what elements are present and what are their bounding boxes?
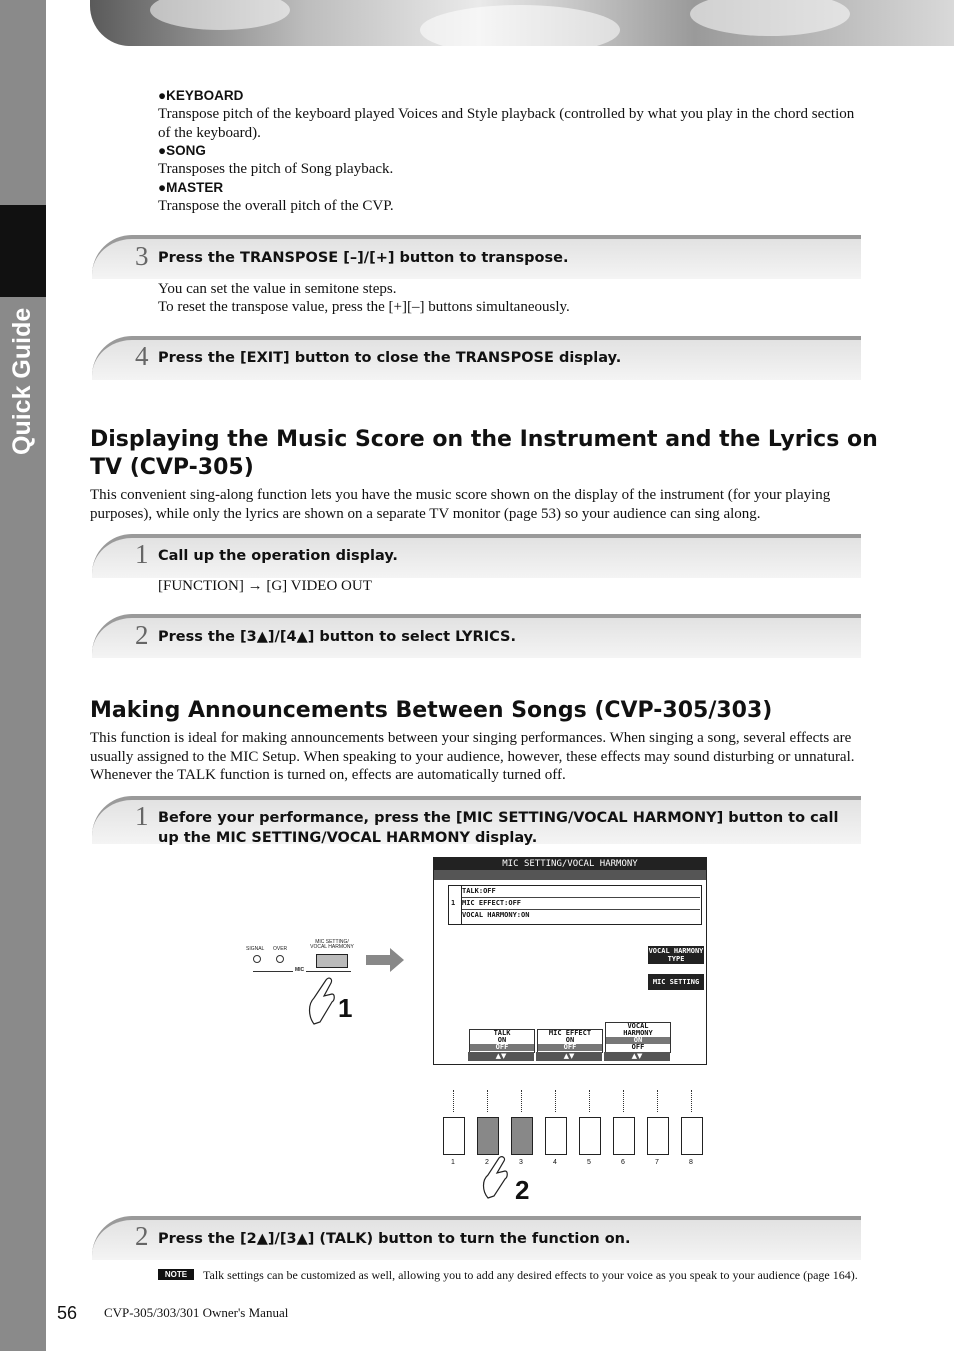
- panel-button-1[interactable]: [443, 1117, 465, 1155]
- section-body: This function is ideal for making announcements between your singing performances. When singing a song, several effects are usually assigned to the MIC Setup. When speaking to your audience, however, these effects may sound disturbing or unnatural. Whenever the TALK function is turned on, effects are automatically turned off.: [90, 730, 855, 783]
- bullet-head-keyboard: ●KEYBOARD: [158, 88, 244, 103]
- lcd-cell-arrows: ▲▼: [536, 1052, 602, 1061]
- leader-dots: [657, 1090, 659, 1112]
- bullet-text-master: Transpose the overall pitch of the CVP.: [158, 198, 394, 214]
- panel-button-5[interactable]: [579, 1117, 601, 1155]
- button-number: 4: [553, 1159, 557, 1166]
- bullet-text-song: Transposes the pitch of Song playback.: [158, 161, 394, 177]
- lcd-cell-label: VOCAL HARMONY: [623, 1022, 653, 1037]
- lcd-subbar: [434, 870, 706, 880]
- lcd-cell-mic-effect[interactable]: [537, 1029, 603, 1053]
- leader-dots: [623, 1090, 625, 1112]
- arrow-right-icon: [366, 948, 406, 972]
- callout-number: 1: [338, 993, 353, 1023]
- lcd-cell-arrows: ▲▼: [468, 1052, 534, 1061]
- lcd-cell-off: OFF: [538, 1044, 602, 1051]
- lcd-mic-setting-button[interactable]: MIC SETTING: [648, 974, 704, 990]
- menu-path: [FUNCTION] → [G] VIDEO OUT: [158, 578, 372, 594]
- header-banner: [90, 0, 954, 46]
- mic-setting-button[interactable]: [316, 954, 348, 968]
- button-number: 5: [587, 1159, 591, 1166]
- pointing-hand-icon: [480, 1155, 510, 1200]
- panel-button-8[interactable]: [681, 1117, 703, 1155]
- panel-button-7[interactable]: [647, 1117, 669, 1155]
- page-number: 56: [57, 1303, 78, 1323]
- lcd-cell-on: ON: [497, 1036, 507, 1044]
- step-number: 1: [135, 801, 149, 831]
- button-number: 2: [485, 1159, 489, 1166]
- over-label: OVER: [273, 946, 288, 952]
- signal-label: SIGNAL: [246, 946, 265, 952]
- panel-button-6[interactable]: [613, 1117, 635, 1155]
- sidebar: [0, 0, 46, 1351]
- over-lamp: [276, 955, 284, 963]
- lcd-title: MIC SETTING/VOCAL HARMONY: [434, 858, 706, 870]
- lcd-display: [433, 857, 707, 1065]
- lcd-cell-arrows: ▲▼: [604, 1052, 670, 1061]
- lcd-cell-talk[interactable]: [469, 1029, 535, 1053]
- leader-dots: [691, 1090, 693, 1112]
- lcd-cell-label: TALK: [493, 1029, 511, 1037]
- leader-dots: [487, 1090, 489, 1112]
- step-body-line: To reset the transpose value, press the [+][–] buttons simultaneously.: [158, 299, 570, 315]
- panel-button-4[interactable]: [545, 1117, 567, 1155]
- button-number: 7: [655, 1159, 659, 1166]
- sidebar-tab-marker: [0, 205, 46, 297]
- lcd-row-vocal-harmony[interactable]: VOCAL HARMONY:ON: [462, 911, 530, 919]
- bullet-head-master: ●MASTER: [158, 180, 224, 195]
- leader-dots: [453, 1090, 455, 1112]
- button-number: 6: [621, 1159, 625, 1166]
- step-text: Press the TRANSPOSE [–]/[+] button to transpose.: [158, 250, 569, 266]
- step-text: Call up the operation display.: [158, 548, 398, 564]
- mic-setting-label: MIC SETTING/ VOCAL HARMONY: [310, 939, 354, 950]
- step-number: 4: [135, 341, 149, 371]
- step-text: Before your performance, press the [MIC SETTING/VOCAL HARMONY] button to call up the MIC SETTING/VOCAL HARMONY display.: [158, 810, 839, 846]
- step-number: 2: [135, 620, 149, 650]
- lcd-cell-off: OFF: [631, 1043, 645, 1051]
- lcd-list-index: 1: [451, 899, 456, 907]
- note-text: Talk settings can be customized as well, allowing you to add any desired effects to your voice as you speak to your audience (page 164).: [203, 1268, 858, 1282]
- lcd-vocal-harmony-type-button[interactable]: VOCAL HARMONY TYPE: [648, 947, 704, 963]
- leader-dots: [555, 1090, 557, 1112]
- step-number: 2: [135, 1221, 149, 1251]
- lcd-cell-on: ON: [606, 1037, 670, 1044]
- note-badge: NOTE: [158, 1269, 194, 1280]
- sidebar-label: Quick Guide: [8, 307, 36, 455]
- bullet-text-keyboard: Transpose pitch of the keyboard played Voices and Style playback (controlled by what you play in the chord section of the keyboard).: [158, 106, 855, 141]
- button-number: 8: [689, 1159, 693, 1166]
- panel-button-2[interactable]: [477, 1117, 499, 1155]
- step-text: Press the [3▲]/[4▲] button to select LYRICS.: [158, 629, 516, 645]
- section-title: Displaying the Music Score on the Instrument and the Lyrics on TV (CVP-305): [90, 427, 878, 480]
- step-text: Press the [EXIT] button to close the TRANSPOSE display.: [158, 350, 622, 366]
- lcd-row-mic-effect[interactable]: MIC EFFECT:OFF: [462, 898, 700, 910]
- section-body: This convenient sing-along function lets you have the music score shown on the display of the instrument (for your playing purposes), while only the lyrics are shown on a separate TV monitor (page 53) so your audience can sing along.: [90, 487, 831, 522]
- manual-title: CVP-305/303/301 Owner's Manual: [104, 1305, 289, 1320]
- panel-button-3[interactable]: [511, 1117, 533, 1155]
- step-number: 1: [135, 539, 149, 569]
- button-number: 3: [519, 1159, 523, 1166]
- bullet-head-song: ●SONG: [158, 143, 206, 158]
- lcd-cell-label: MIC EFFECT: [548, 1029, 592, 1037]
- lcd-cell-on: ON: [565, 1036, 575, 1044]
- lcd-row-talk[interactable]: TALK:OFF: [462, 886, 700, 898]
- signal-lamp: [253, 955, 261, 963]
- leader-dots: [521, 1090, 523, 1112]
- lcd-cell-vocal-harmony[interactable]: [605, 1022, 671, 1053]
- step-text: Press the [2▲]/[3▲] (TALK) button to turn the function on.: [158, 1231, 631, 1247]
- section-title: Making Announcements Between Songs (CVP-305/303): [90, 698, 773, 723]
- step-number: 3: [135, 241, 149, 271]
- leader-dots: [589, 1090, 591, 1112]
- callout-number: 2: [515, 1175, 530, 1205]
- lcd-cell-off: OFF: [470, 1044, 534, 1051]
- step-body-line: You can set the value in semitone steps.: [158, 281, 397, 297]
- button-number: 1: [451, 1159, 455, 1166]
- mic-label: MIC: [295, 967, 305, 973]
- pointing-hand-icon: [306, 976, 336, 1026]
- lcd-list: [448, 885, 702, 925]
